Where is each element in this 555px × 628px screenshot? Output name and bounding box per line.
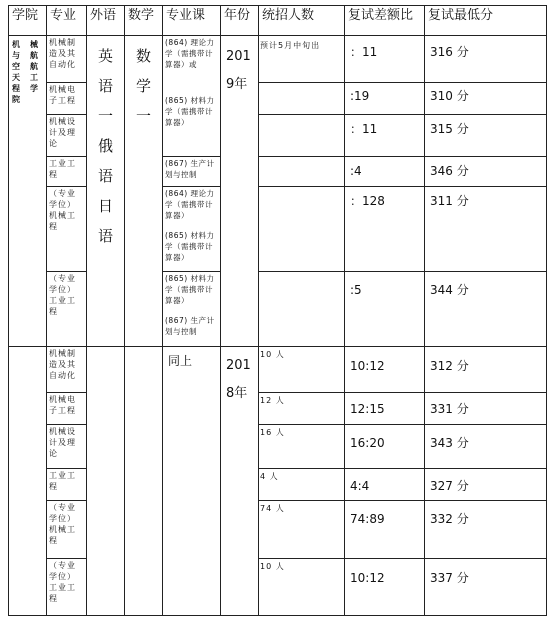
score-2019-3: 315 分 — [430, 122, 469, 136]
ratio-2018-6: 10:12 — [350, 571, 385, 585]
grid-line-h — [46, 392, 86, 393]
grid-line-h — [258, 424, 547, 425]
grid-line-h — [46, 424, 86, 425]
major-2018-3: 机械设计及理论 — [49, 427, 76, 458]
major-2019-1: 机械制造及其自动化 — [49, 38, 76, 69]
major-2019-5: （专业学位）机械工程 — [49, 189, 76, 231]
major-2018-1: 机械制造及其自动化 — [49, 349, 76, 380]
grid-line-h — [162, 271, 220, 272]
grid-line-header — [8, 35, 547, 36]
header-year: 年份 — [224, 8, 251, 23]
score-2018-6: 337 分 — [430, 571, 469, 585]
ratio-2019-6: :5 — [350, 283, 362, 297]
ratio-2019-2: :19 — [350, 89, 370, 103]
grid-line-h — [258, 392, 547, 393]
college-name-col-b: 械航航工学 — [30, 40, 38, 93]
major-2019-4: 工业工程 — [49, 159, 76, 179]
grid-line-h — [46, 271, 86, 272]
grid-line-h — [258, 500, 547, 501]
language-2019: 英语一俄语日语 — [98, 47, 115, 245]
course-2019-5: (865) 材料力学（需携带计算器） — [165, 231, 215, 262]
score-2018-4: 327 分 — [430, 479, 469, 493]
course-2019-6: (865) 材料力学（需携带计算器） — [165, 274, 215, 305]
ratio-2019-1: ：11 — [350, 45, 378, 59]
major-2018-4: 工业工程 — [49, 471, 76, 491]
header-ratio: 复试差额比 — [348, 8, 414, 23]
ratio-2018-5: 74:89 — [350, 512, 385, 526]
header-score: 复试最低分 — [428, 8, 494, 23]
quota-2018-1: 10 人 — [260, 350, 285, 359]
score-2019-2: 310 分 — [430, 89, 469, 103]
course-2019-2: (865) 材料力学（需携带计算器） — [165, 96, 215, 127]
grid-line-h — [258, 186, 547, 187]
year-2019: 2019年 — [226, 49, 251, 92]
major-2019-3: 机械设计及理论 — [49, 117, 76, 148]
admission-table — [8, 5, 547, 616]
grid-line-h — [46, 156, 86, 157]
college-name-col-a: 机与空天程院 — [12, 40, 20, 104]
major-2018-5: （专业学位）机械工程 — [49, 503, 76, 545]
grid-line-v9 — [546, 5, 547, 616]
course-2019-4: (864) 理论力学（需携带计算器） — [165, 189, 215, 220]
ratio-2018-2: 12:15 — [350, 402, 385, 416]
major-2018-2: 机械电子工程 — [49, 395, 76, 415]
grid-line-h — [258, 156, 547, 157]
grid-line-v7 — [344, 5, 345, 616]
course-2019-3: (867) 生产计划与控制 — [165, 159, 215, 179]
grid-line-bottom — [8, 615, 547, 616]
score-2018-5: 332 分 — [430, 512, 469, 526]
grid-line-h — [46, 468, 86, 469]
grid-line-h — [258, 468, 547, 469]
score-2019-1: 316 分 — [430, 45, 469, 59]
grid-line-v5 — [220, 5, 221, 616]
grid-line-h — [162, 186, 220, 187]
grid-line-h — [46, 186, 86, 187]
course-2019-7: (867) 生产计划与控制 — [165, 316, 215, 336]
grid-line-h — [258, 82, 547, 83]
ratio-2018-4: 4:4 — [350, 479, 370, 493]
ratio-2018-1: 10:12 — [350, 359, 385, 373]
grid-line-v8 — [424, 5, 425, 616]
grid-line-h — [46, 82, 86, 83]
quota-2018-2: 12 人 — [260, 396, 285, 405]
header-college: 学院 — [12, 8, 39, 23]
ratio-2018-3: 16:20 — [350, 436, 385, 450]
grid-line-h — [258, 114, 547, 115]
major-2018-6: （专业学位）工业工程 — [49, 561, 76, 603]
grid-line-h — [258, 558, 547, 559]
grid-line-v4 — [162, 5, 163, 616]
course-2018: 同上 — [168, 354, 193, 368]
grid-line-h — [46, 558, 86, 559]
grid-line-h — [46, 114, 86, 115]
header-major: 专业 — [50, 8, 77, 23]
score-2019-6: 344 分 — [430, 283, 469, 297]
ratio-2019-5: ：128 — [350, 194, 385, 208]
score-2019-4: 346 分 — [430, 164, 469, 178]
quota-2018-3: 16 人 — [260, 428, 285, 437]
quota-2018-5: 74 人 — [260, 504, 285, 513]
header-language: 外语 — [90, 8, 117, 23]
major-2019-6: （专业学位）工业工程 — [49, 274, 76, 316]
header-quota: 统招人数 — [262, 8, 315, 23]
quota-2018-4: 4 人 — [260, 472, 279, 481]
grid-line-v2 — [86, 5, 87, 616]
college-name — [8, 35, 46, 346]
quota-2019-note: 预计5月中旬出 — [260, 41, 321, 50]
year-2018: 2018年 — [226, 358, 251, 401]
header-math: 数学 — [128, 8, 155, 23]
grid-line-block — [8, 346, 547, 347]
grid-line-v3 — [124, 5, 125, 616]
ratio-2019-4: :4 — [350, 164, 362, 178]
grid-line-v6 — [258, 5, 259, 616]
grid-line-v0 — [8, 5, 9, 616]
header-course: 专业课 — [166, 8, 206, 23]
math-2019: 数学一 — [136, 47, 153, 125]
score-2019-5: 311 分 — [430, 194, 469, 208]
course-2019-1: (864) 理论力学（需携带计算器）或 — [165, 38, 215, 69]
quota-2018-6: 10 人 — [260, 562, 285, 571]
ratio-2019-3: ：11 — [350, 122, 378, 136]
grid-line-v1 — [46, 5, 47, 616]
grid-line-h — [162, 156, 220, 157]
major-2019-2: 机械电子工程 — [49, 85, 76, 105]
score-2018-2: 331 分 — [430, 402, 469, 416]
score-2018-1: 312 分 — [430, 359, 469, 373]
grid-line-h — [258, 271, 547, 272]
grid-line-h — [46, 500, 86, 501]
score-2018-3: 343 分 — [430, 436, 469, 450]
grid-line-top — [8, 5, 547, 6]
